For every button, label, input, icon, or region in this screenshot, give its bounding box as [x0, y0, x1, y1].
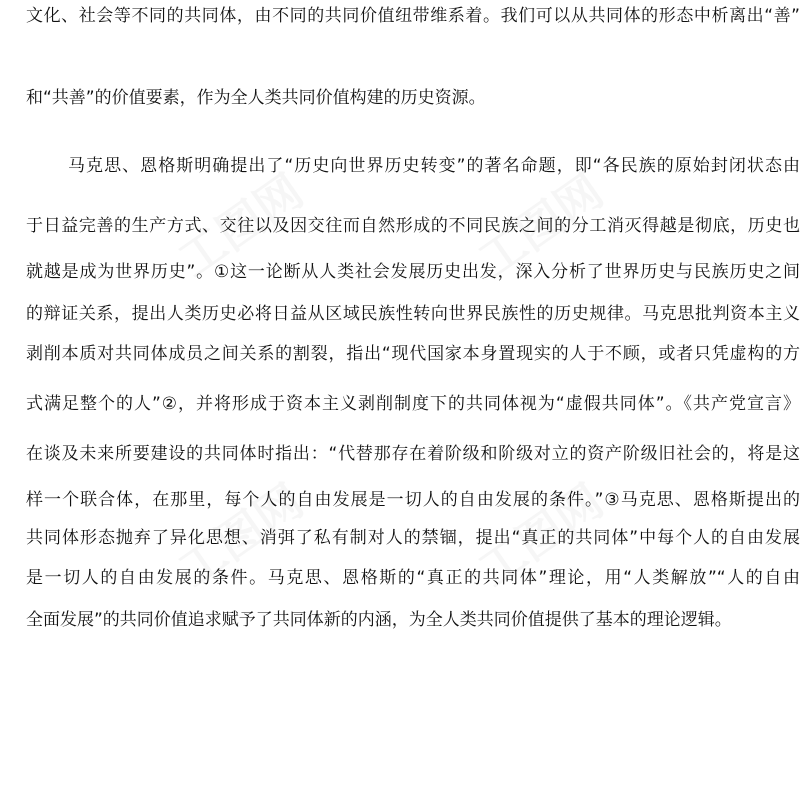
text-line: 是一切人的自由发展的条件。马克思、恩格斯的“真正的共同体”理论，用“人类解放”“人的自由: [26, 568, 800, 588]
watermark: 工图网: [468, 473, 613, 598]
watermark: 工图网: [468, 163, 613, 288]
text-line: 全面发展”的共同价值追求赋予了共同体新的内涵，为全人类共同价值提供了基本的理论逻辑。: [26, 610, 732, 630]
text-line: 在谈及未来所要建设的共同体时指出：“代替那存在着阶级和阶级对立的资产阶级旧社会的，将是这: [26, 444, 800, 464]
text-line: 马克思、恩格斯明确提出了“历史向世界历史转变”的著名命题，即“各民族的原始封闭状态由: [68, 156, 800, 176]
text-line: 的辩证关系，提出人类历史必将日益从区域民族性转向世界民族性的历史规律。马克思批判资本主义: [26, 304, 800, 324]
text-line: 样一个联合体，在那里，每个人的自由发展是一切人的自由发展的条件。”③马克思、恩格斯提出的: [26, 490, 800, 510]
text-line: 式满足整个的人”②，并将形成于资本主义剥削制度下的共同体视为“虚假共同体”。《共产党宣言》: [26, 394, 800, 414]
watermark: 工图网: [168, 163, 313, 288]
text-line: 和“共善”的价值要素，作为全人类共同价值构建的历史资源。: [26, 88, 486, 108]
text-line: 就越是成为世界历史”。①这一论断从人类社会发展历史出发，深入分析了世界历史与民族历史之间: [26, 262, 800, 282]
watermark: 工图网: [168, 473, 313, 598]
text-line: 剥削本质对共同体成员之间关系的割裂，指出“现代国家本身置现实的人于不顾，或者只凭虚构的方: [26, 344, 800, 364]
text-line: 共同体形态抛弃了异化思想、消弭了私有制对人的禁锢，提出“真正的共同体”中每个人的自由发展: [26, 528, 800, 548]
text-line: 于日益完善的生产方式、交往以及因交往而自然形成的不同民族之间的分工消灭得越是彻底，历史也: [26, 216, 800, 236]
text-line: 文化、社会等不同的共同体，由不同的共同价值纽带维系着。我们可以从共同体的形态中析离出“善”: [26, 6, 800, 26]
